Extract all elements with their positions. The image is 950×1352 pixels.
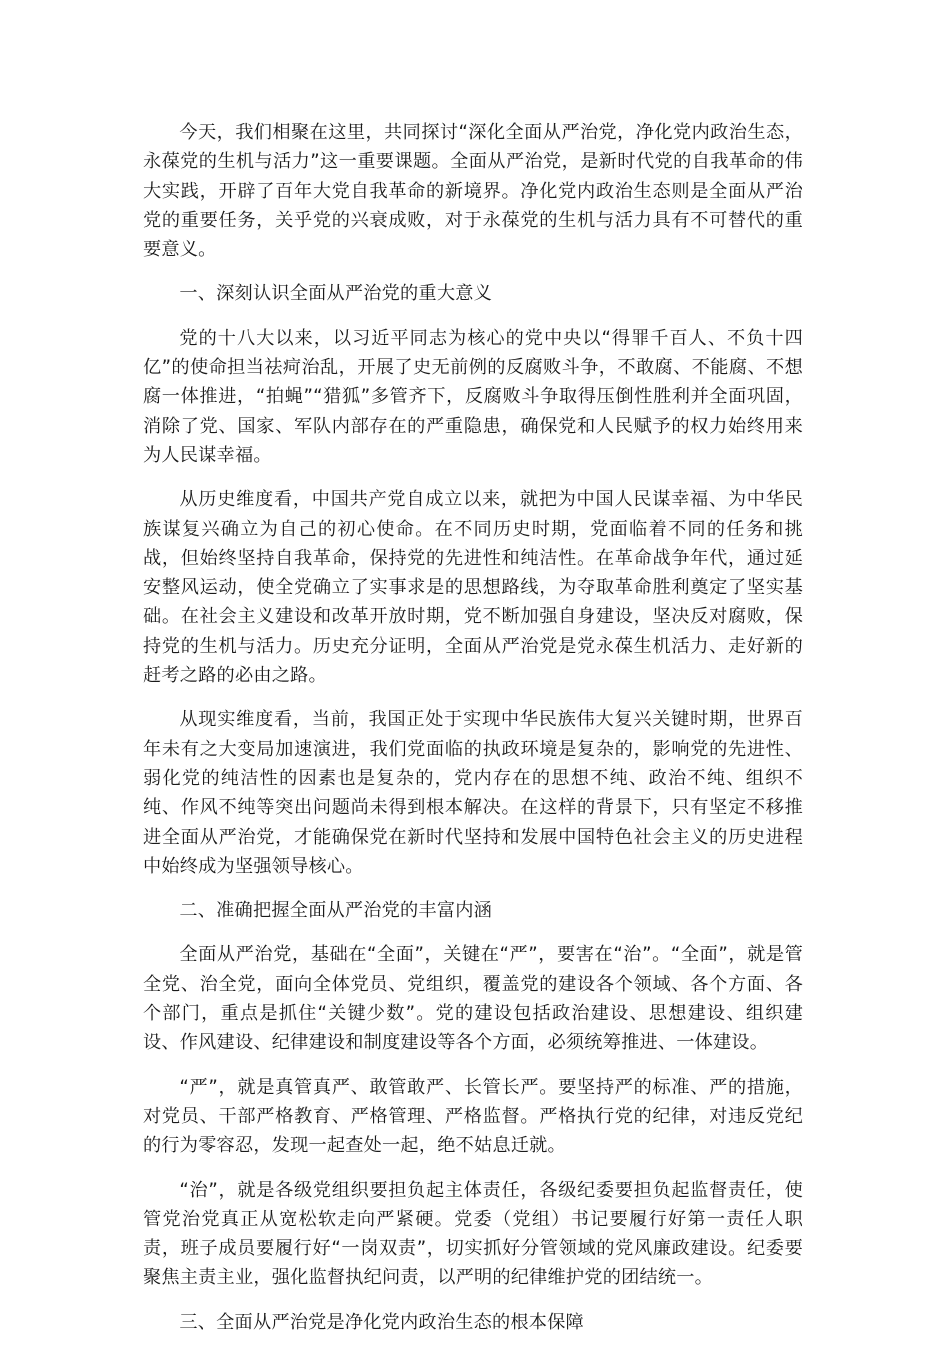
- paragraph-intro: 今天，我们相聚在这里，共同探讨“深化全面从严治党，净化党内政治生态，永葆党的生机与活力”这一重要课题。全面从严治党，是新时代党的自我革命的伟大实践，开辟了百年大党自我革命的新境界。净化党内政治生态则是全面从严治党的重要任务，关乎党的兴衰成败，对于永葆党的生机与活力具有不可替代的重要意义。: [143, 122, 803, 261]
- paragraph: “严”，就是真管真严、敢管敢严、长管长严。要坚持严的标准、严的措施，对党员、干部严格教育、严格管理、严格监督。严格执行党的纪律，对违反党纪的行为零容忍，发现一起查处一起，绝不姑息迁就。: [143, 1076, 803, 1157]
- paragraph: 从历史维度看，中国共产党自成立以来，就把为中国人民谋幸福、为中华民族谋复兴确立为自己的初心使命。在不同历史时期，党面临着不同的任务和挑战，但始终坚持自我革命，保持党的先进性和纯洁性。在革命战争年代，通过延安整风运动，使全党确立了实事求是的思想路线，为夺取革命胜利奠定了坚实基础。在社会主义建设和改革开放时期，党不断加强自身建设，坚决反对腐败，保持党的生机与活力。历史充分证明，全面从严治党是党永葆生机活力、走好新的赶考之路的必由之路。: [143, 489, 803, 687]
- paragraph: 全面从严治党，基础在“全面”，关键在“严”，要害在“治”。“全面”，就是管全党、治全党，面向全体党员、党组织，覆盖党的建设各个领域、各个方面、各个部门，重点是抓住“关键少数”。党的建设包括政治建设、思想建设、组织建设、作风建设、纪律建设和制度建设等各个方面，必须统筹推进、一体建设。: [143, 944, 803, 1054]
- section-heading-2: 二、准确把握全面从严治党的丰富内涵: [179, 900, 492, 922]
- document-body: [143, 118, 803, 1352]
- paragraph: 党的十八大以来，以习近平同志为核心的党中央以“得罪千百人、不负十四亿”的使命担当祛疴治乱，开展了史无前例的反腐败斗争，不敢腐、不能腐、不想腐一体推进，“拍蝇”“猎狐”多管齐下，反腐败斗争取得压倒性胜利并全面巩固，消除了党、国家、军队内部存在的严重隐患，确保党和人民赋予的权力始终用来为人民谋幸福。: [143, 327, 803, 466]
- paragraph: 从现实维度看，当前，我国正处于实现中华民族伟大复兴关键时期，世界百年未有之大变局加速演进，我们党面临的执政环境是复杂的，影响党的先进性、弱化党的纯洁性的因素也是复杂的，党内存在的思想不纯、政治不纯、组织不纯、作风不纯等突出问题尚未得到根本解决。在这样的背景下，只有坚定不移推进全面从严治党，才能确保党在新时代坚持和发展中国特色社会主义的历史进程中始终成为坚强领导核心。: [143, 709, 803, 877]
- paragraph: “治”，就是各级党组织要担负起主体责任，各级纪委要担负起监督责任，使管党治党真正从宽松软走向严紧硬。党委（党组）书记要履行好第一责任人职责，班子成员要履行好“一岗双责”，切实抓好分管领域的党风廉政建设。纪委要聚焦主责主业，强化监督执纪问责，以严明的纪律维护党的团结统一。: [143, 1179, 803, 1289]
- section-heading-3: 三、全面从严治党是净化党内政治生态的根本保障: [179, 1311, 584, 1333]
- section-heading-1: 一、深刻认识全面从严治党的重大意义: [179, 283, 492, 305]
